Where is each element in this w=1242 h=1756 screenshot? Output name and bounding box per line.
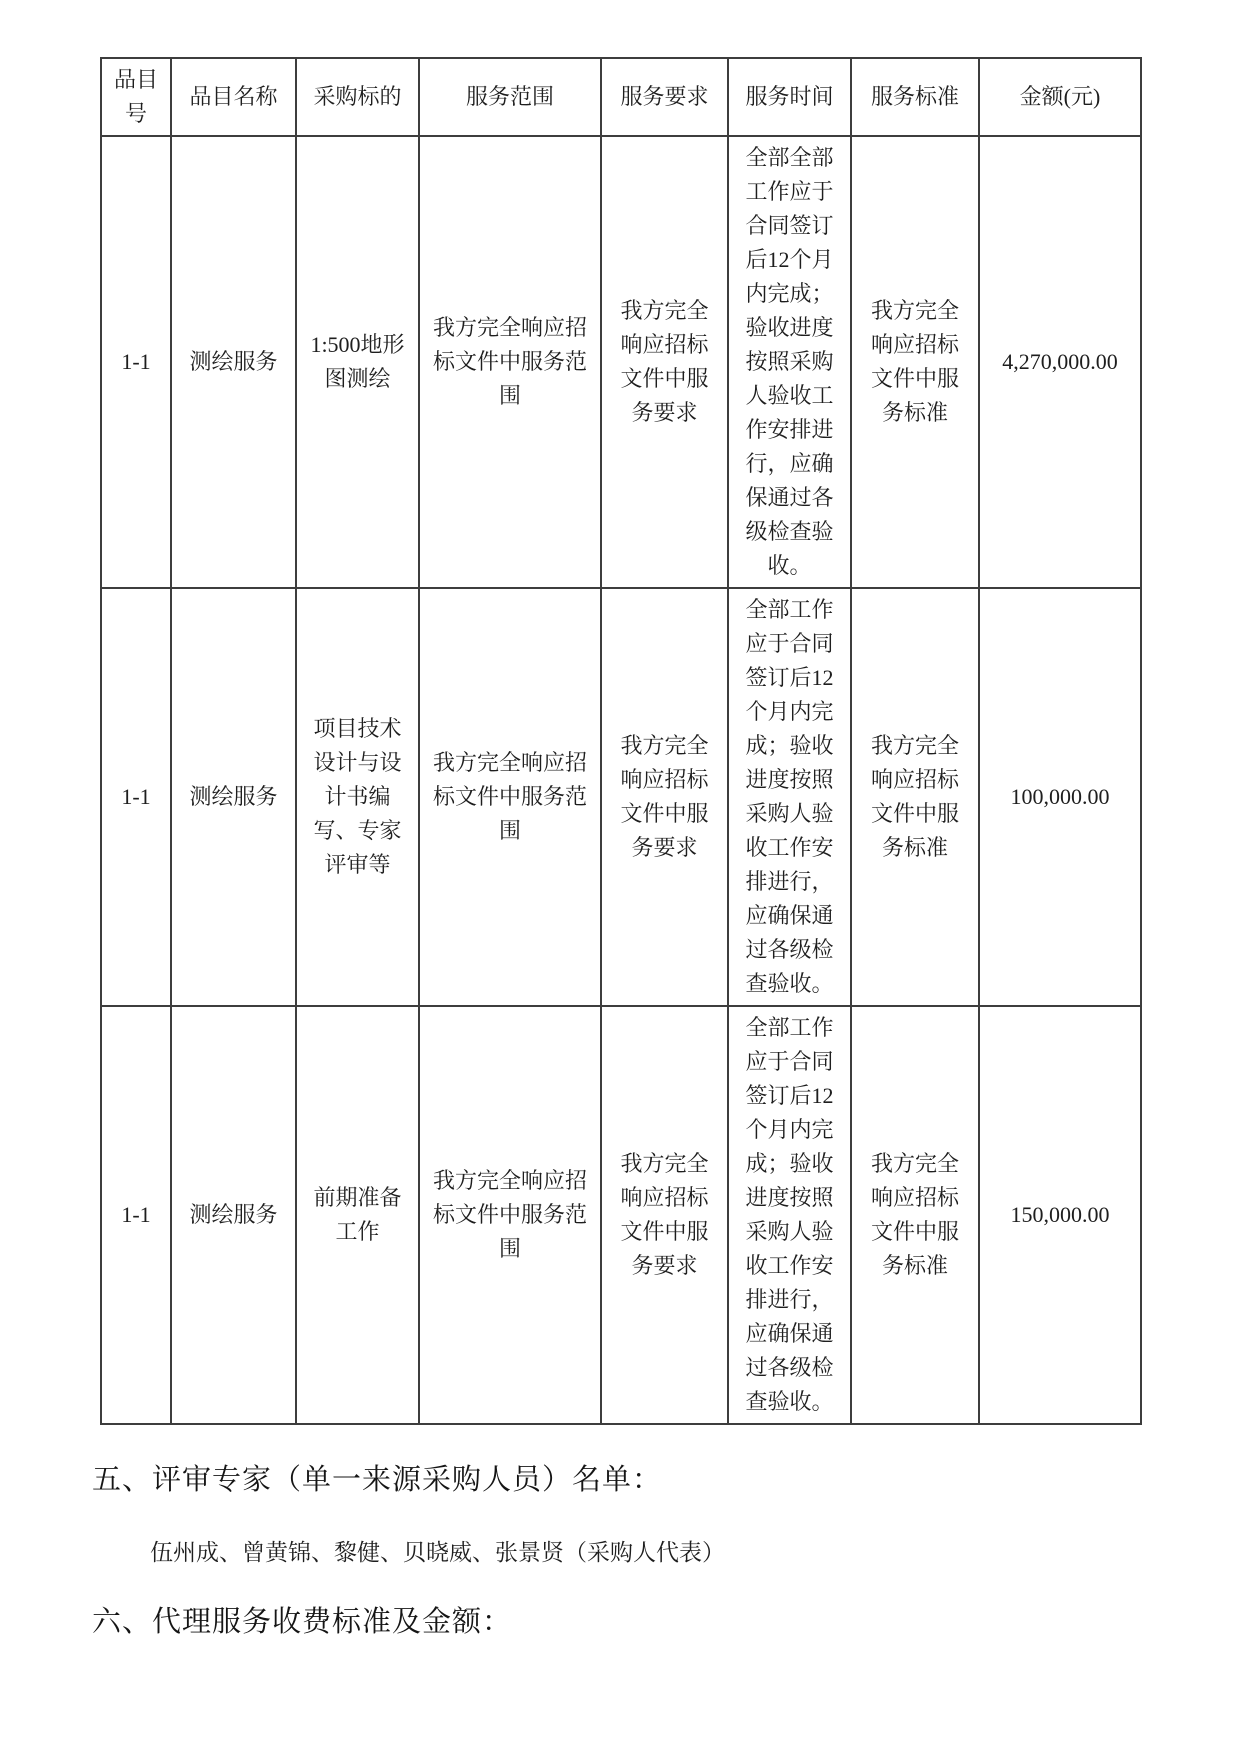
header-item-name: 品目名称: [171, 58, 296, 136]
cell-time: 全部工作应于合同签订后12个月内完成；验收进度按照采购人验收工作安排进行，应确保通过各级检查验收。: [728, 1006, 851, 1424]
cell-time: 全部工作应于合同签订后12个月内完成；验收进度按照采购人验收工作安排进行，应确保通过各级检查验收。: [728, 588, 851, 1006]
cell-item-no: 1-1: [101, 588, 171, 1006]
cell-item-no: 1-1: [101, 136, 171, 588]
header-requirement: 服务要求: [601, 58, 728, 136]
section-experts-title: 五、评审专家（单一来源采购人员）名单：: [92, 1464, 663, 1496]
procurement-items-table: [100, 57, 1142, 1425]
cell-amount: 4,270,000.00: [979, 136, 1141, 588]
cell-requirement: 我方完全响应招标文件中服务要求: [601, 1006, 728, 1424]
header-amount: 金额(元): [979, 58, 1141, 136]
cell-target: 前期准备工作: [296, 1006, 419, 1424]
cell-item-name: 测绘服务: [171, 136, 296, 588]
cell-amount: 150,000.00: [979, 1006, 1141, 1424]
section-agency-fee-title: 六、代理服务收费标准及金额：: [92, 1606, 513, 1638]
cell-target: 1:500地形图测绘: [296, 136, 419, 588]
cell-scope: 我方完全响应招标文件中服务范围: [419, 1006, 601, 1424]
cell-requirement: 我方完全响应招标文件中服务要求: [601, 588, 728, 1006]
header-time: 服务时间: [728, 58, 851, 136]
section-experts-names: 伍州成、曾黄锦、黎健、贝晓威、张景贤（采购人代表）: [150, 1540, 725, 1565]
header-item-no: 品目号: [101, 58, 171, 136]
cell-standard: 我方完全响应招标文件中服务标准: [851, 588, 979, 1006]
header-scope: 服务范围: [419, 58, 601, 136]
table-row: [101, 1006, 1141, 1424]
cell-scope: 我方完全响应招标文件中服务范围: [419, 136, 601, 588]
header-standard: 服务标准: [851, 58, 979, 136]
table-header-row: [101, 58, 1141, 136]
table-row: [101, 136, 1141, 588]
cell-item-no: 1-1: [101, 1006, 171, 1424]
cell-scope: 我方完全响应招标文件中服务范围: [419, 588, 601, 1006]
cell-standard: 我方完全响应招标文件中服务标准: [851, 1006, 979, 1424]
cell-requirement: 我方完全响应招标文件中服务要求: [601, 136, 728, 588]
table-row: [101, 588, 1141, 1006]
cell-time: 全部全部工作应于合同签订后12个月内完成；验收进度按照采购人验收工作安排进行，应确保通过各级检查验收。: [728, 136, 851, 588]
cell-amount: 100,000.00: [979, 588, 1141, 1006]
cell-target: 项目技术设计与设计书编写、专家评审等: [296, 588, 419, 1006]
cell-standard: 我方完全响应招标文件中服务标准: [851, 136, 979, 588]
header-target: 采购标的: [296, 58, 419, 136]
cell-item-name: 测绘服务: [171, 1006, 296, 1424]
cell-item-name: 测绘服务: [171, 588, 296, 1006]
